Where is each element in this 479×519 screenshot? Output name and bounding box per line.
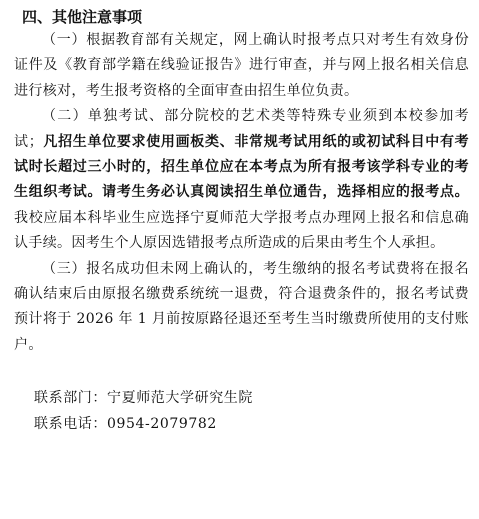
paragraph-1: （一）根据教育部有关规定，网上确认时报考点只对考生有效身份证件及《教育部学籍在线验证报告》进行审查，并与网上报名相关信息进行核对，考生报考资格的全面审查由招生单位负责。 <box>14 32 469 99</box>
contact-department: 联系部门：宁夏师范大学研究生院 <box>34 390 253 407</box>
section-heading: 四、其他注意事项 <box>22 8 143 26</box>
paragraph-2-bold: 凡招生单位要求使用画板类、非常规考试用纸的或初试科目中有考试时长超过三小时的，招生单位应在本考点为所有报考该学科专业的考生组织考试。请考生务必认真阅读招生单位通告，选择相应的报考点。 <box>14 133 469 201</box>
paragraph-3: （三）报名成功但未网上确认的，考生缴纳的报名考试费将在报名确认结束后由原报名缴费系统统一退费，符合退费条件的，报名考试费预计将于 2026 年 1 月前按原路径退还至考生当时缴费所使用的支付账户。 <box>14 260 469 353</box>
contact-phone: 联系电话：0954-2079782 <box>34 415 217 432</box>
paragraph-2-part-2: 我校应届本科毕业生应选择宁夏师范大学报考点办理网上报名和信息确认手续。因考生个人原因选错报考点所造成的后果由考生个人承担。 <box>14 209 469 252</box>
paragraph-2 <box>14 104 469 256</box>
paragraph-2-part-1: （二）单独考试、部分院校的艺术类等特殊专业须到本校参加考试； <box>14 108 469 150</box>
